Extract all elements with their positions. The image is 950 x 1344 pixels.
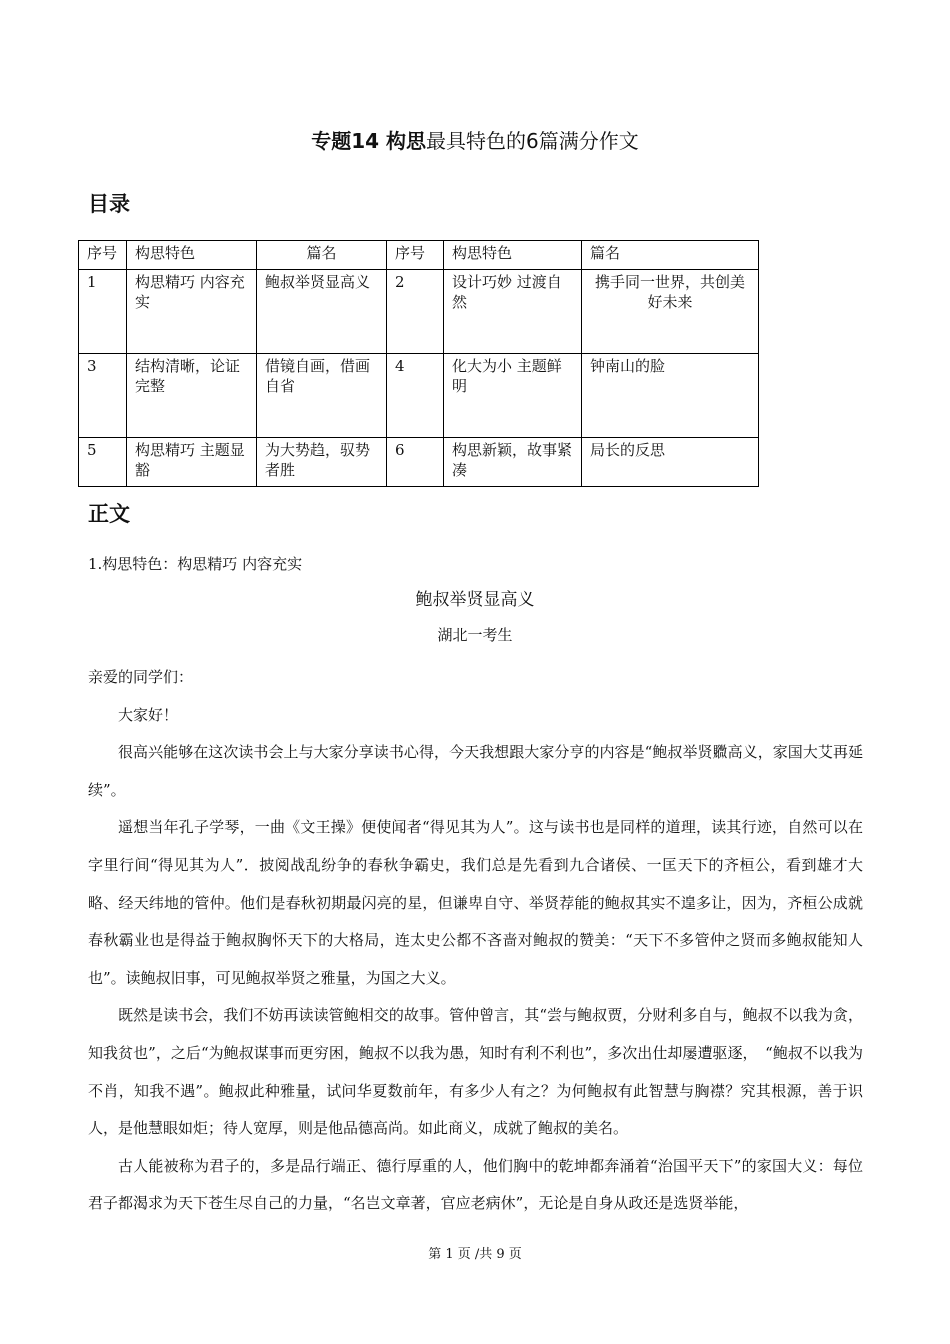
toc-cell-feature: 设计巧妙 过渡自然 [444,270,582,354]
toc-heading: 目录 [88,192,130,216]
paragraph: 古人能被称为君子的，多是品行端正、德行厚重的人，他们胸中的乾坤都奔涌着“治国平天下”的家国大义：每位君子都渴求为天下苍生尽自己的力量，“名岂文章著，官应老病休”，无论是自身从政还是选贤举能， [88,1156,863,1213]
toc-header-cell: 构思特色 [127,241,257,270]
table-row [79,438,759,487]
toc-cell-title: 为大势趋，驭势者胜 [257,438,387,487]
paragraph-salutation: 亲爱的同学们： [88,668,194,686]
document-title [0,126,950,156]
toc-cell-feature: 构思精巧 主题显豁 [127,438,257,487]
toc-cell-number: 5 [79,438,127,487]
toc-cell-number: 3 [79,354,127,438]
toc-cell-number: 1 [79,270,127,354]
paragraph: 很高兴能够在这次读书会上与大家分享读书心得，今天我想跟大家分亨的内容是“鲍叔举贤覹高义，家国大艾再延续”。 [88,743,863,799]
toc-cell-number: 2 [387,270,444,354]
toc-header-cell: 构思特色 [444,241,582,270]
essay-author: 湖北一考生 [437,626,513,644]
toc-cell-title: 鲍叔举贤显高义 [257,270,387,354]
toc-cell-feature: 化大为小 主题鲜明 [444,354,582,438]
toc-cell-number: 6 [387,438,444,487]
paragraph: 遥想当年孔子学琴，一曲《文王操》便使闻者“得见其为人”。这与读书也是同样的道理，读其行迹，自然可以在字里行间“得见其为人”．披阅战乱纷争的春秋争霸史，我们总是先看到九合诸侯、一匡天下的齐桓公，看到雄才大略、经天纬地的管仲。他们是春秋初期最闪亮的星，但谦卑自守、举贤荐能的鲍叔其实不遑多让，因为，齐桓公成就春秋霸业也是得益于鲍叔胸怀天下的大格局，连太史公都不吝啬对鲍叔的赞美：“天下不多管仲之贤而多鲍叔能知人也”。读鲍叔旧事，可见鲍叔举贤之雅量，为国之大义。 [88,818,863,987]
page-footer: 第 1 页 /共 9 页 [428,1247,522,1262]
paragraph: 既然是读书会，我们不妨再读读管鲍相交的故事。管仲曾言，其“尝与鲍叔贾，分财利多自与，鲍叔不以我为贪，知我贫也”，之后“为鲍叔谋事而更穷困，鲍叔不以我为愚，知时有利不利也”，多次出仕却屡遭驱逐， “鲍叔不以我为不肖，知我不遇”。鲍叔此种雅量，试问华夏数前年，有多少人有之？为何鲍叔有此智慧与胸襟？究其根源，善于识人，是他慧眼如炬；待人宽厚，则是他品德高尚。如此商义，成就了鲍叔的美名。 [88,1006,863,1138]
toc-cell-feature: 结构清晰，论证完整 [127,354,257,438]
toc-header-cell: 篇名 [257,241,387,270]
paragraph: 大家好！ [118,705,179,724]
toc-cell-feature: 构思新颖，故事紧凑 [444,438,582,487]
toc-header-row [79,241,759,270]
toc-cell-title: 借镜自画，借画自省 [257,354,387,438]
toc-cell-title: 携手同一世界，共创美好未来 [582,270,759,354]
essay-title: 鲍叔举贤显高义 [415,590,535,610]
toc-cell-title: 局长的反思 [582,438,759,487]
toc-header-cell: 序号 [79,241,127,270]
body-heading: 正文 [88,502,130,526]
toc-cell-number: 4 [387,354,444,438]
title-bold-part: 专题14 构思 [311,129,427,153]
table-row [79,270,759,354]
toc-header-cell: 篇名 [582,241,759,270]
table-row [79,354,759,438]
essay-body [88,659,863,1223]
toc-cell-title: 钟南山的脸 [582,354,759,438]
toc-cell-feature: 构思精巧 内容充实 [127,270,257,354]
toc-table [78,240,759,487]
toc-header-cell: 序号 [387,241,444,270]
title-normal-part: 最具特色的6篇满分作文 [426,129,639,153]
item-feature-line: 1.构思特色：构思精巧 内容充实 [88,555,303,573]
